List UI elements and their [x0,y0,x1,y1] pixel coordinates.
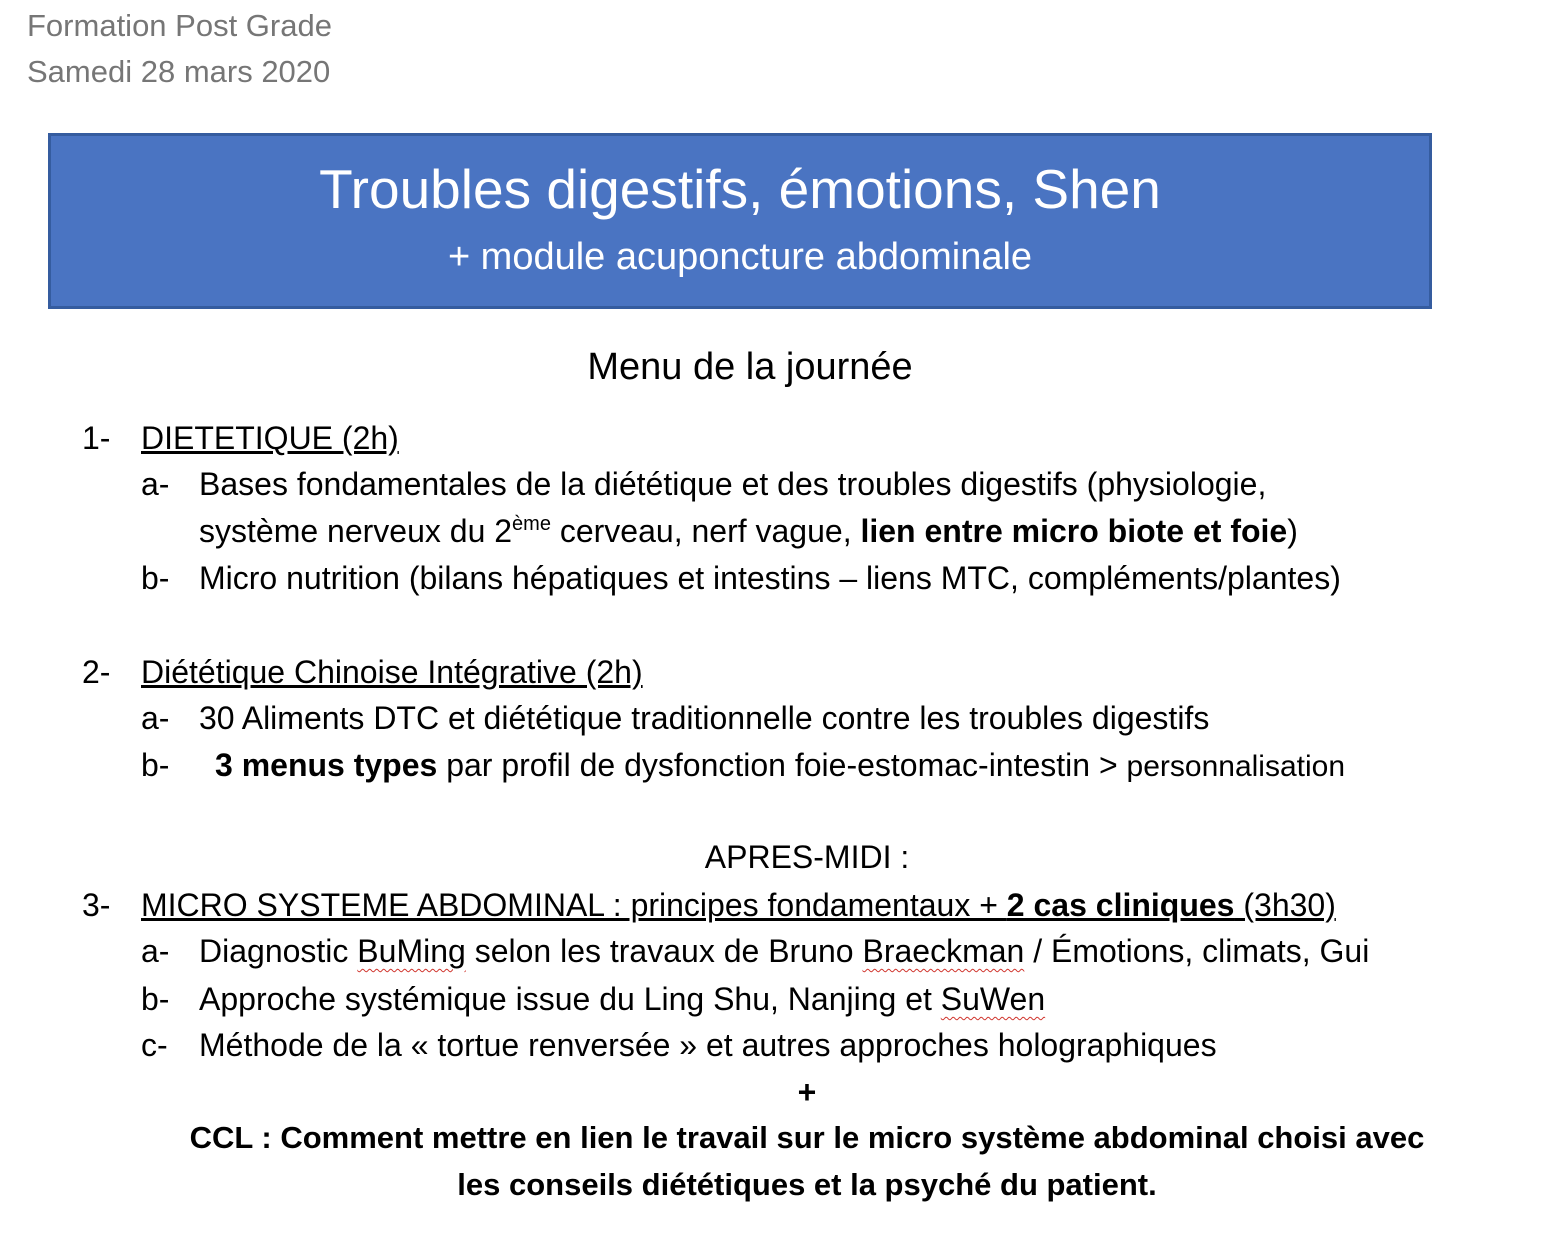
section-3-item-b-letter: b- [141,981,170,1017]
conclusion-line-1: CCL : Comment mettre en lien le travail sur le micro système abdominal choisi avec [189,1120,1425,1155]
section-3-number: 3- [82,887,111,923]
section-3-item-a-text: / Émotions, climats, Gui [1024,933,1370,969]
section-2-item-a-letter: a- [141,700,170,736]
section-2-item-b-small: personnalisation [1126,750,1346,783]
page-subtitle: + module acuponcture abdominale [447,236,1033,278]
section-2-item-b-line [215,745,1345,787]
section-3-item-a-text: Diagnostic [199,933,358,969]
section-1-item-a-letter: a- [141,466,170,502]
section-3-item-a-text: selon les travaux de Bruno [465,933,863,969]
section-2-title: Diététique Chinoise Intégrative (2h) [141,654,643,690]
section-1-item-b-text: Micro nutrition (bilans hépatiques et intestins – liens MTC, compléments/plantes) [199,560,1341,596]
document-header-line-1: Formation Post Grade [27,8,332,43]
section-1-item-a-line-1: Bases fondamentales de la diététique et des troubles digestifs (physiologie, [199,466,1267,502]
menu-heading: Menu de la journée [587,346,913,388]
section-2-item-b-letter: b- [141,747,170,783]
spellcheck-word: SuWen [940,981,1046,1017]
spellcheck-word: Braeckman [862,933,1025,969]
section-1-item-a-text: ) [1287,513,1298,549]
title-banner [48,133,1432,309]
afternoon-label: APRES-MIDI : [704,839,910,875]
section-3-title-text: (3h30) [1234,887,1336,923]
section-3-item-a-letter: a- [141,933,170,969]
section-1-item-a-text: cerveau, nerf vague, [550,513,861,549]
section-3-item-a-line [199,931,1369,971]
section-1-item-a-line-2 [199,511,1298,551]
section-2-item-b-bold: 3 menus types [215,747,438,783]
section-1-item-a-text: système nerveux du 2 [199,513,513,549]
superscript: ème [512,513,551,535]
section-3-item-b-text: Approche systémique issue du Ling Shu, Nanjing et [199,981,941,1017]
section-3-item-c-text: Méthode de la « tortue renversée » et autres approches holographiques [199,1027,1217,1063]
section-1-title: DIETETIQUE (2h) [141,420,399,456]
section-1-item-b-letter: b- [141,560,170,596]
section-3-title-bold: 2 cas cliniques [1006,887,1235,923]
document-header-line-2: Samedi 28 mars 2020 [27,54,331,89]
section-3-title [141,885,1336,925]
section-1-item-a-bold: lien entre micro biote et foie [860,513,1288,549]
plus-sign: + [797,1074,817,1110]
section-2-number: 2- [82,654,111,690]
section-3-item-c-letter: c- [141,1027,168,1063]
section-1-number: 1- [82,420,111,456]
section-3-title-text: MICRO SYSTEME ABDOMINAL : principes fondamentaux + [141,887,1007,923]
page-title: Troubles digestifs, émotions, Shen [319,158,1161,220]
section-2-item-a-text: 30 Aliments DTC et diététique traditionnelle contre les troubles digestifs [199,700,1210,736]
conclusion-line-2: les conseils diététiques et la psyché du patient. [457,1167,1157,1202]
section-2-item-b-text: par profil de dysfonction foie-estomac-intestin > [437,747,1127,783]
spellcheck-word: BuMing [357,933,466,969]
section-3-item-b-line [199,979,1045,1019]
